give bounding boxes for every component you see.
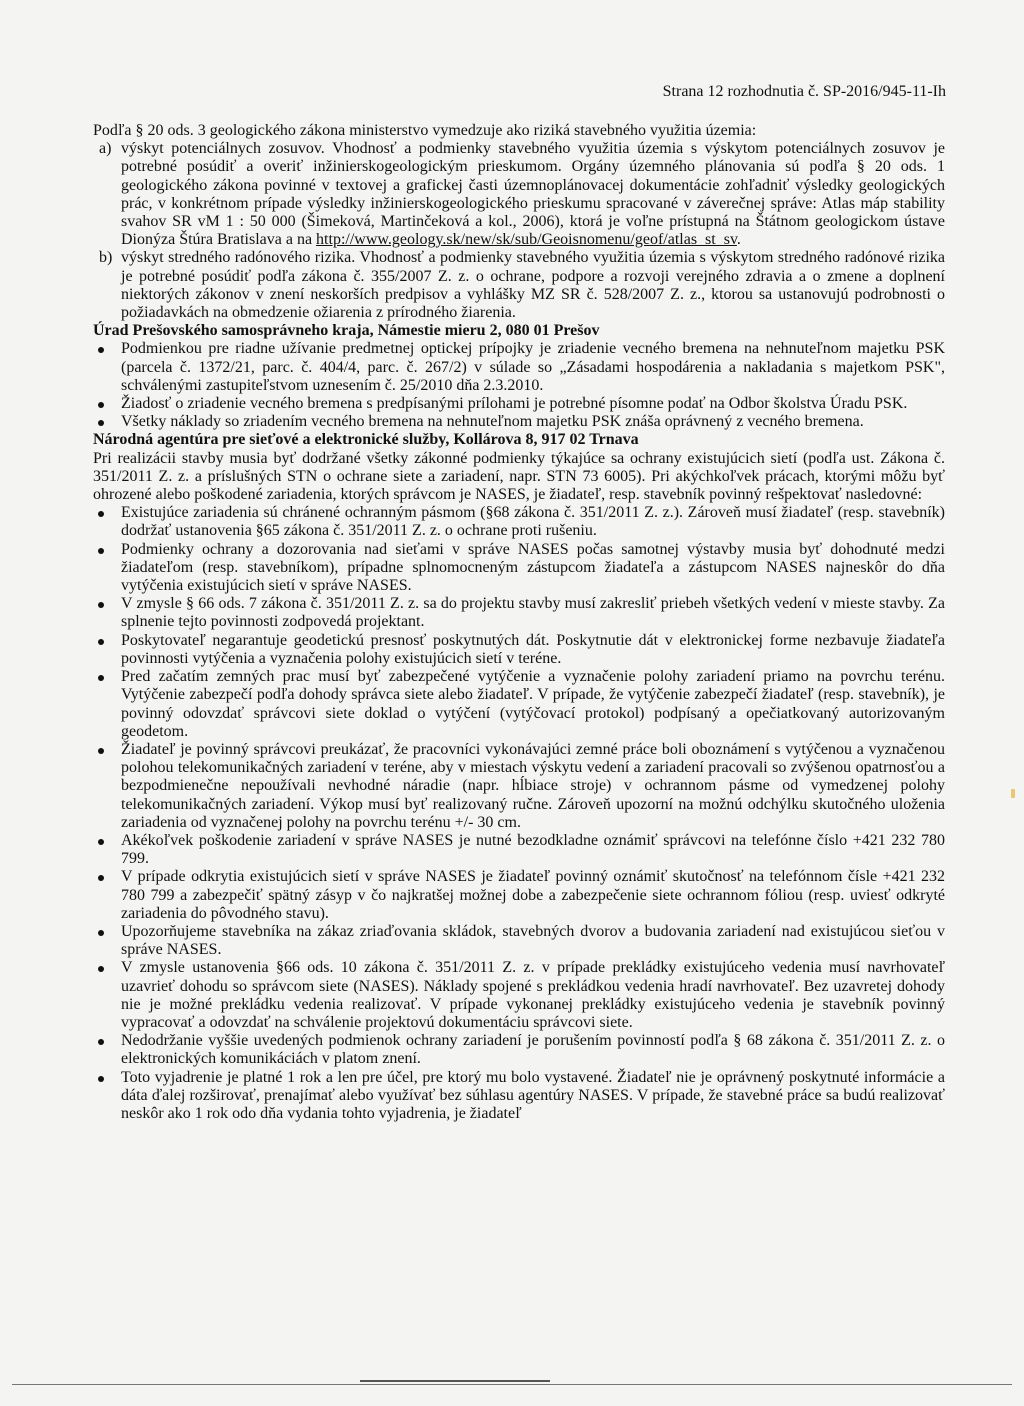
psk-bullet-list xyxy=(93,340,945,431)
list-item: Podmienky ochrany a dozorovania nad sieťami v správe NASES počas samotnej výstavby musia byť dohodnuté medzi žiadateľom (resp. stavebníkom), prípadne splnomocneným zástupcom žiadateľa a zástupcom NASES najneskôr do dňa vytýčenia existujúcich sietí v správe NASES. xyxy=(93,541,945,596)
list-item: V zmysle § 66 ods. 7 zákona č. 351/2011 Z. z. sa do projektu stavby musí zakresliť priebeh všetkých vedení v mieste stavby. Za splnenie tejto povinnosti zodpovedá projektant. xyxy=(93,595,945,631)
nases-intro: Pri realizácii stavby musia byť dodržané všetky zákonné podmienky týkajúce sa ochrany existujúcich sietí (podľa ust. Zákona č. 351/2011 Z. z. a príslušných STN o ochrane siete a zariadení, napr. STN 73 6005). Pri akýchkoľvek prácach, ktorými môžu byť ohrozené alebo poškodené zariadenia, ktorých správcom je NASES, je žiadateľ, resp. stavebník povinný rešpektovať nasledovné: xyxy=(93,449,945,504)
scan-edge-line xyxy=(12,1384,1012,1385)
list-item: Nedodržanie vyššie uvedených podmienok ochrany zariadení je porušením povinností podľa § 68 zákona č. 351/2011 Z. z. o elektronických komunikáciách v platom znení. xyxy=(93,1032,945,1068)
atlas-link[interactable]: http://www.geology.sk/new/sk/sub/Geoisnomenu/geof/atlas_st_sv xyxy=(316,231,737,249)
risk-marker-b: b) xyxy=(99,249,113,267)
nases-heading: Národná agentúra pre sieťové a elektronické služby, Kollárova 8, 917 02 Trnava xyxy=(93,431,639,449)
scan-speck xyxy=(1011,789,1015,798)
list-item: Žiadosť o zriadenie vecného bremena s predpísanými prílohami je potrebné písomne podať na Odbor školstva Úradu PSK. xyxy=(93,395,945,413)
list-item: V prípade odkrytia existujúcich sietí v správe NASES je žiadateľ povinný oznámiť skutočnosť na telefónnom čísle +421 232 780 799 a zabezpečiť spätný zásyp v čo najkratšej možnej dobe a zabezpečenie siete ochrannom fóliou (resp. uviesť odkryté zariadenia do pôvodného stavu). xyxy=(93,868,945,923)
list-item: Existujúce zariadenia sú chránené ochranným pásmom (§68 zákona č. 351/2011 Z. z.). Zároveň musí žiadateľ (resp. stavebník) dodržať ustanovenia §65 zákona č. 351/2011 Z. z. o ochrane proti rušeniu. xyxy=(93,504,945,540)
scan-edge-mark xyxy=(360,1380,550,1382)
risk-item-a xyxy=(93,140,945,249)
list-item: Upozorňujeme stavebníka na zákaz zriaďovania skládok, stavebných dvorov a budovania zariadení nad existujúcou sieťou v správe NASES. xyxy=(93,923,945,959)
list-item: Žiadateľ je povinný správcovi preukázať, že pracovníci vykonávajúci zemné práce boli oboznámení s vytýčenou a vyznačenou polohou telekomunikačných zariadení v teréne, aby v miestach výskytu vedení a zariadení pracovali so zvýšenou opatrnosťou a bezpodmienečne nepoužívali nevhodné náradie (napr. hĺbiace stroje) v ochrannom pásme od vymedzenej polohy telekomunikačných zariadení. Výkop musí byť realizovaný ručne. Zároveň upozorní na možnú odchýlku skutočného uloženia zariadenia od vyznačenej polohy na povrchu terénu +/- 30 cm. xyxy=(93,741,945,832)
intro-paragraph: Podľa § 20 ods. 3 geologického zákona ministerstvo vymedzuje ako riziká stavebného využitia územia: xyxy=(93,122,757,139)
page-header: Strana 12 rozhodnutia č. SP-2016/945-11-Ih xyxy=(662,83,946,100)
document-body xyxy=(93,122,945,1123)
list-item: Akékoľvek poškodenie zariadení v správe NASES je nutné bezodkladne oznámiť správcovi na telefónne číslo +421 232 780 799. xyxy=(93,832,945,868)
list-item: Toto vyjadrenie je platné 1 rok a len pre účel, pre ktorý mu bolo vystavené. Žiadateľ nie je oprávnený poskytnuté informácie a dáta ďalej rozširovať, prenajímať alebo využívať bez súhlasu agentúry NASES. V prípade, že stavebné práce sa budú realizovať neskôr ako 1 rok odo dňa vydania tohto vyjadrenia, je žiadateľ xyxy=(93,1069,945,1124)
list-item: Všetky náklady so zriadením vecného bremena na nehnuteľnom majetku PSK znáša oprávnený z vecného bremena. xyxy=(93,413,945,431)
risk-text-b: výskyt stredného radónového rizika. Vhodnosť a podmienky stavebného využitia územia s výskytom stredného radónové rizika je potrebné posúdiť podľa zákona č. 355/2007 Z. z. o ochrane, podpore a rozvoji verejného zdravia a o zmene a doplnení niektorých zákonov v znení neskorších predpisov a vyhlášky MZ SR č. 528/2007 Z. z., ktorou sa ustanovujú podrobnosti o požiadavkách na obmedzenie ožiarenia z prírodného žiarenia. xyxy=(121,249,945,322)
list-item: Pred začatím zemných prac musí byť zabezpečené vytýčenie a vyznačenie polohy zariadení priamo na povrchu terénu. Vytýčenie zabezpečí podľa dohody správca siete alebo žiadateľ. V prípade, že vytýčenie zabezpečí žiadateľ (resp. stavebník), je povinný odovzdať správcovi siete doklad o vytýčení (vytýčovací protokol) podpísaný a opečiatkovaný autorizovaným geodetom. xyxy=(93,668,945,741)
risk-text-a-end: . xyxy=(736,231,741,249)
list-item: V zmysle ustanovenia §66 ods. 10 zákona č. 351/2011 Z. z. v prípade prekládky existujúceho vedenia musí navrhovateľ uzavrieť dohodu so správcom siete (NASES). Náklady spojené s prekládkou vedenia hradí navrhovateľ. Bez uzavretej dohody nie je možné prekládku vedenia realizovať. V prípade vykonanej prekládky existujúceho vedenia je stavebník povinný vypracovať a odovzdať na schválenie projektovú dokumentáciu správcovi siete. xyxy=(93,959,945,1032)
risk-item-b xyxy=(93,249,945,322)
list-item: Poskytovateľ negarantuje geodetickú presnosť poskytnutých dát. Poskytnutie dát v elektronickej forme nezbavuje žiadateľa povinnosti vytýčenia a vyznačenia polohy existujúcich sietí v teréne. xyxy=(93,632,945,668)
list-item: Podmienkou pre riadne užívanie predmetnej optickej prípojky je zriadenie vecného bremena na nehnuteľnom majetku PSK (parcela č. 1372/21, parc. č. 404/4, parc. č. 267/2) v súlade so „Zásadami hospodárenia a nakladania s majetkom PSK", schválenými zastupiteľstvom uznesením č. 25/2010 dňa 2.3.2010. xyxy=(93,340,945,395)
psk-heading: Úrad Prešovského samosprávneho kraja, Námestie mieru 2, 080 01 Prešov xyxy=(93,322,600,340)
risk-marker-a: a) xyxy=(99,140,112,158)
risk-text-a: výskyt potenciálnych zosuvov. Vhodnosť a podmienky stavebného využitia územia s výskytom potenciálnych zosuvov je potrebné posúdiť a overiť inžinierskogeologickým prieskumom. Orgány územného plánovania sú podľa § 20 ods. 1 geologického zákona povinné v textovej a grafickej časti územnoplánovacej dokumentácie zohľadniť výsledky geologických prác, v konkrétnom prípade výsledky inžinierskogeologického prieskumu spracované v záverečnej správe: Atlas máp stability svahov SR vM 1 : 50 000 (Šimeková, Martinčeková a kol., 2006), ktorá je voľne prístupná na Štátnom geologickom ústave Dionýza Štúra Bratislava a na xyxy=(121,140,945,249)
nases-bullet-list xyxy=(93,504,945,1123)
risk-list xyxy=(93,140,945,322)
